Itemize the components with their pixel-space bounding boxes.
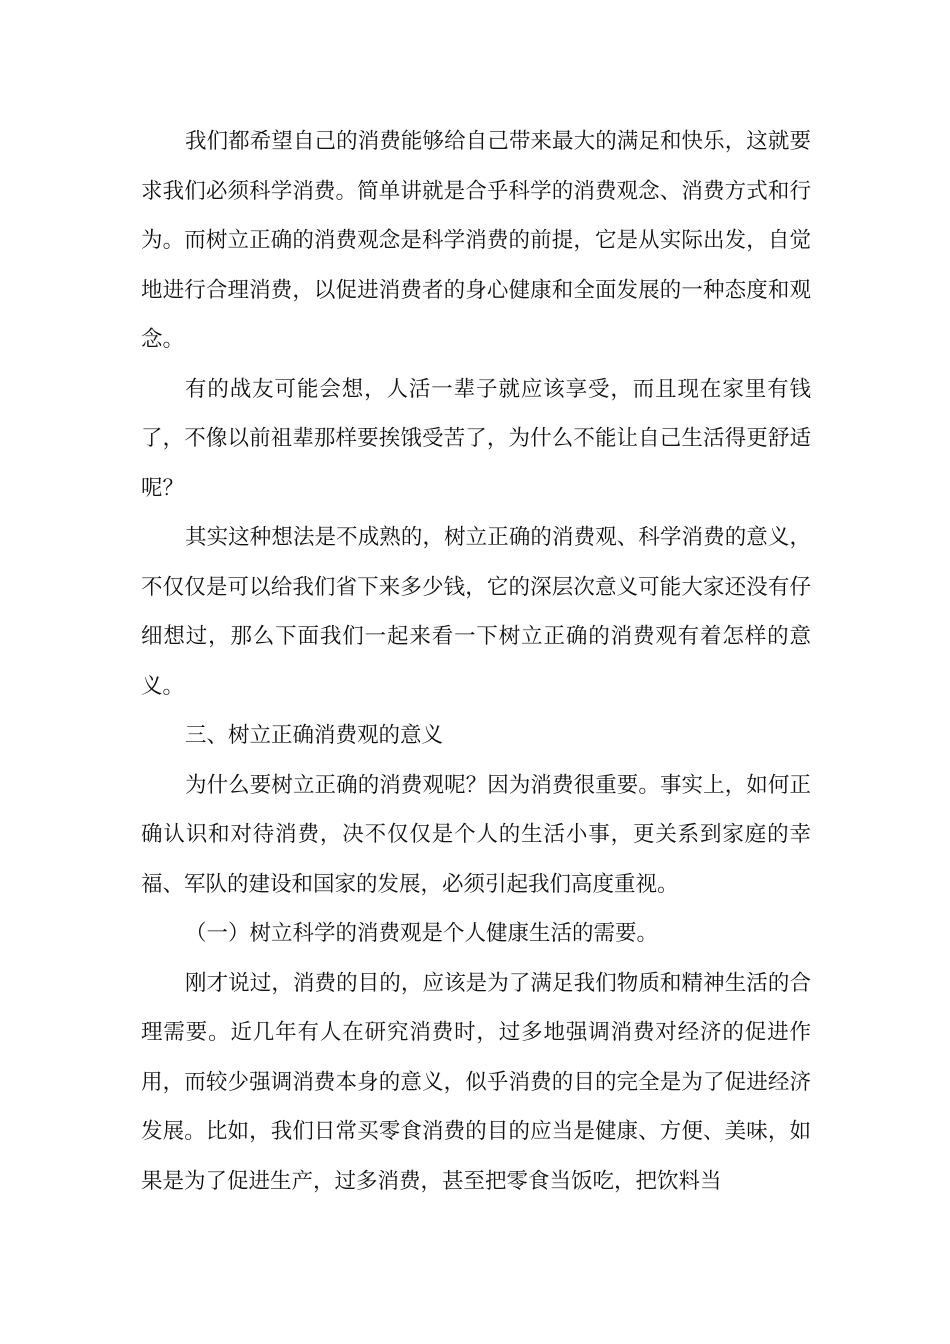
- body-paragraph: 我们都希望自己的消费能够给自己带来最大的满足和快乐，这就要求我们必须科学消费。简单讲就是合乎科学的消费观念、消费方式和行为。而树立正确的消费观念是科学消费的前提，它是从实际出发，自觉地进行合理消费，以促进消费者的身心健康和全面发展的一种态度和观念。: [141, 129, 811, 352]
- document-page: [141, 117, 811, 1206]
- body-paragraph: 有的战友可能会想，人活一辈子就应该享受，而且现在家里有钱了，不像以前祖辈那样要挨饿受苦了，为什么不能让自己生活得更舒适呢？: [141, 376, 811, 501]
- body-paragraph: 刚才说过，消费的目的，应该是为了满足我们物质和精神生活的合理需要。近几年有人在研究消费时，过多地强调消费对经济的促进作用，而较少强调消费本身的意义，似乎消费的目的完全是为了促进经济发展。比如，我们日常买零食消费的目的应当是健康、方便、美味，如果是为了促进生产，过多消费，甚至把零食当饭吃，把饮料当: [141, 970, 811, 1194]
- body-paragraph: 其实这种想法是不成熟的，树立正确的消费观、科学消费的意义，不仅仅是可以给我们省下来多少钱，它的深层次意义可能大家还没有仔细想过，那么下面我们一起来看一下树立正确的消费观有着怎样的意义。: [141, 525, 811, 699]
- body-paragraph: 为什么要树立正确的消费观呢？因为消费很重要。事实上，如何正确认识和对待消费，决不仅仅是个人的生活小事，更关系到家庭的幸福、军队的建设和国家的发展，必须引起我们高度重视。: [141, 772, 811, 897]
- sub-heading: （一）树立科学的消费观是个人健康生活的需要。: [185, 921, 659, 946]
- section-heading: 三、树立正确消费观的意义: [185, 723, 444, 748]
